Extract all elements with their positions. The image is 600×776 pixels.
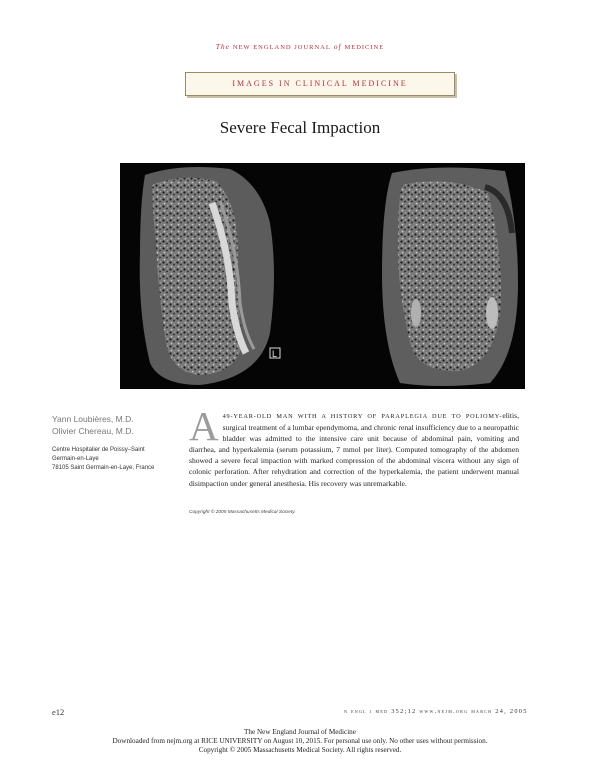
copyright-notice: Copyright © 2005 Massachusetts Medical Society. — [189, 510, 296, 515]
page-number: e12 — [52, 707, 65, 717]
affiliation-line: Centre Hospitalier de Poissy–Saint — [52, 447, 145, 453]
lead-in-text: 49-YEAR-OLD MAN WITH A HISTORY OF PARAPLEGIA DUE TO POLIOMY- — [222, 413, 503, 420]
journal-header-of: of — [333, 42, 342, 51]
author-list — [52, 413, 182, 437]
running-footer: n engl j med 352;12 www.nejm.org march 24, 2005 — [344, 708, 528, 715]
journal-header — [0, 42, 600, 51]
download-line: Downloaded from nejm.org at RICE UNIVERSITY on August 10, 2015. For personal use only. No other uses without permission. — [112, 737, 488, 745]
download-line: Copyright © 2005 Massachusetts Medical Society. All rights reserved. — [198, 746, 402, 754]
journal-header-name: NEW ENGLAND JOURNAL — [232, 44, 331, 51]
download-notice — [0, 728, 600, 755]
section-banner — [185, 72, 455, 96]
section-label: IMAGES IN CLINICAL MEDICINE — [232, 79, 408, 88]
affiliation-line: Germain-en-Laye — [52, 456, 99, 462]
affiliation-line: 78105 Saint Germain-en-Laye, France — [52, 465, 155, 471]
ct-scan-image — [120, 163, 525, 389]
journal-header-prefix: The — [215, 42, 231, 51]
author-affiliation — [52, 446, 177, 473]
article-title: Severe Fecal Impaction — [219, 118, 381, 137]
sagittal-ct-panel — [140, 167, 280, 385]
coronal-ct-panel — [382, 167, 518, 386]
case-description — [189, 403, 519, 489]
drop-cap: A — [189, 403, 219, 449]
panel-marker-label: L — [272, 349, 278, 359]
body-text: elitis, surgical treatment of a lumbar ependymoma, and chronic renal insufficiency due to a neuropathic bladder was admitted to the intensive care unit because of abdominal pain, vomiting and diarrhea, and hyperkalemia (serum potassium, 7 mmol per liter). Computed tomography of the abdomen showed a severe fecal impaction with marked compression of the abdominal viscera without any sign of colonic perforation. After rehydration and correction of the hyperkalemia, the patient underwent manual disimpaction under general anesthesia. His recovery was unremarkable. — [189, 411, 519, 488]
journal-header-medicine: MEDICINE — [344, 44, 385, 51]
author-name: Yann Loubières, M.D. — [52, 414, 134, 424]
download-line: The New England Journal of Medicine — [244, 728, 356, 736]
author-name: Olivier Chereau, M.D. — [52, 426, 134, 436]
ct-figure — [120, 163, 525, 389]
